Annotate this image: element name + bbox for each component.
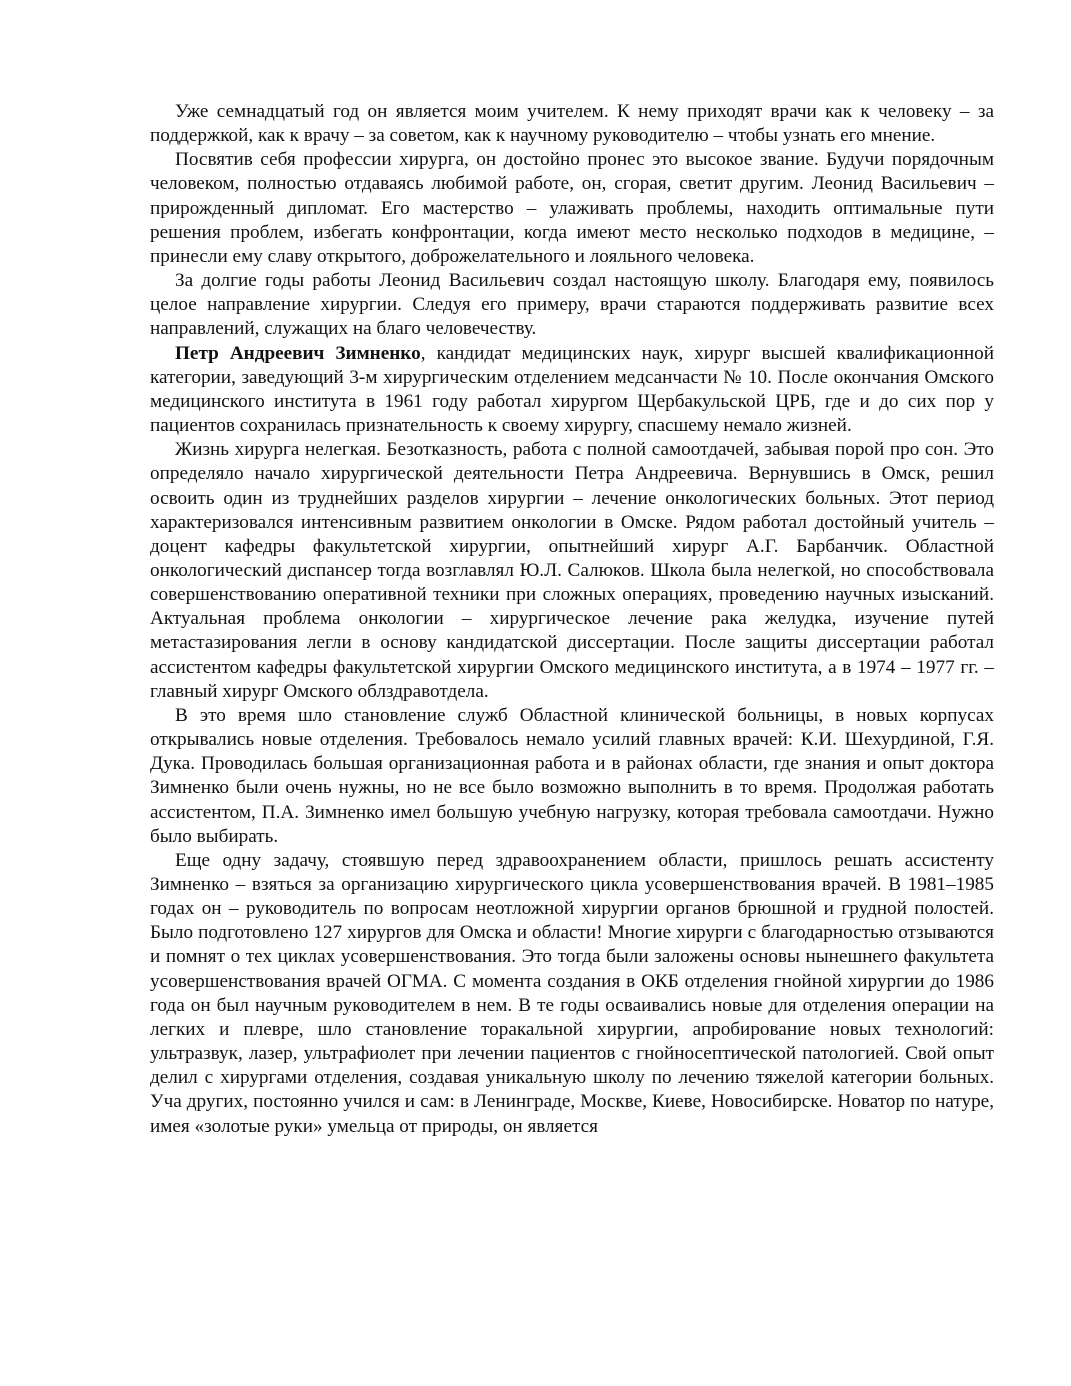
- paragraph: [150, 342, 994, 439]
- paragraph: [150, 849, 994, 1139]
- paragraph: [150, 269, 994, 341]
- paragraph-text: В это время шло становление служб Областной клинической больницы, в новых корпусах открывались новые отделения. Требовалось немало усилий главных врачей: К.И. Шехурдиной, Г.Я. Дука. Проводилась большая организационная работа и в районах области, где знания и опыт доктора Зимненко были очень нужны, но не все было возможно выполнить в то время. Продолжая работать ассистентом, П.А. Зимненко имел большую учебную нагрузку, которая требовала самоотдачи. Нужно было выбирать.: [150, 704, 994, 847]
- paragraph: [150, 438, 994, 704]
- paragraph-text: , кандидат медицинских наук, хирург высшей квалификационной категории, заведующий 3-м хирургическим отделением медсанчасти № 10. После окончания Омского медицинского института в 1961 году работал хирургом Щербакульской ЦРБ, где и до сих пор у пациентов сохранилась признательность к своему хирургу, спасшему немало жизней.: [150, 342, 995, 437]
- paragraph-text: Уже семнадцатый год он является моим учителем. К нему приходят врачи как к человеку – за поддержкой, как к врачу – за советом, как к научному руководителю – чтобы узнать его мнение.: [150, 101, 994, 147]
- person-name: Петр Андреевич Зимненко: [175, 342, 421, 364]
- document-page: [150, 100, 994, 1139]
- paragraph: [150, 704, 994, 849]
- paragraph: [150, 100, 994, 148]
- paragraph-text: Жизнь хирурга нелегкая. Безотказность, работа с полной самоотдачей, забывая порой про сон. Это определяло начало хирургической деятельности Петра Андреевича. Вернувшись в Омск, решил освоить один из труднейших разделов хирургии – лечение онкологических больных. Этот период характеризовался интенсивным развитием онкологии в Омске. Рядом работал достойный учитель – доцент кафедры факультетской хирургии, опытнейший хирург А.Г. Барбанчик. Областной онкологический диспансер тогда возглавлял Ю.Л. Салюков. Школа была нелегкой, но способствовала совершенствованию оперативной техники при сложных операциях, проведению научных изысканий. Актуальная проблема онкологии – хирургическое лечение рака желудка, изучение путей метастазирования легли в основу кандидатской диссертации. После защиты диссертации работал ассистентом кафедры факультетской хирургии Омского медицинского института, а в 1974 – 1977 гг. – главный хирург Омского облздравотдела.: [150, 439, 994, 702]
- paragraph: [150, 148, 994, 269]
- paragraph-text: Еще одну задачу, стоявшую перед здравоохранением области, пришлось решать ассистенту Зимненко – взяться за организацию хирургического цикла усовершенствования врачей. В 1981–1985 годах он – руководитель по вопросам неотложной хирургии органов брюшной и грудной полостей. Было подготовлено 127 хирургов для Омска и области! Многие хирурги с благодарностью отзываются и помнят о тех циклах усовершенствования. Это тогда были заложены основы нынешнего факультета усовершенствования врачей ОГМА. С момента создания в ОКБ отделения гнойной хирургии до 1986 года он был научным руководителем в нем. В те годы осваивались новые для отделения операции на легких и плевре, шло становление торакальной хирургии, апробирование новых технологий: ультразвук, лазер, ультрафиолет при лечении пациентов с гнойносептической патологией. Свой опыт делил с хирургами отделения, создавая уникальную школу по лечению тяжелой категории больных. Уча других, постоянно учился и сам: в Ленинграде, Москве, Киеве, Новосибирске. Новатор по натуре, имея «золотые руки» умельца от природы, он является: [150, 849, 994, 1137]
- paragraph-text: Посвятив себя профессии хирурга, он достойно пронес это высокое звание. Будучи порядочным человеком, полностью отдаваясь любимой работе, он, сгорая, светит другим. Леонид Васильевич – прирожденный дипломат. Его мастерство – улаживать проблемы, находить оптимальные пути решения проблем, избегать конфронтации, когда имеют место несколько подходов в медицине, – принесли ему славу открытого, доброжелательного и лояльного человека.: [150, 149, 994, 267]
- paragraph-text: За долгие годы работы Леонид Васильевич создал настоящую школу. Благодаря ему, появилось целое направление хирургии. Следуя его примеру, врачи стараются поддерживать развитие всех направлений, служащих на благо человечеству.: [150, 270, 994, 340]
